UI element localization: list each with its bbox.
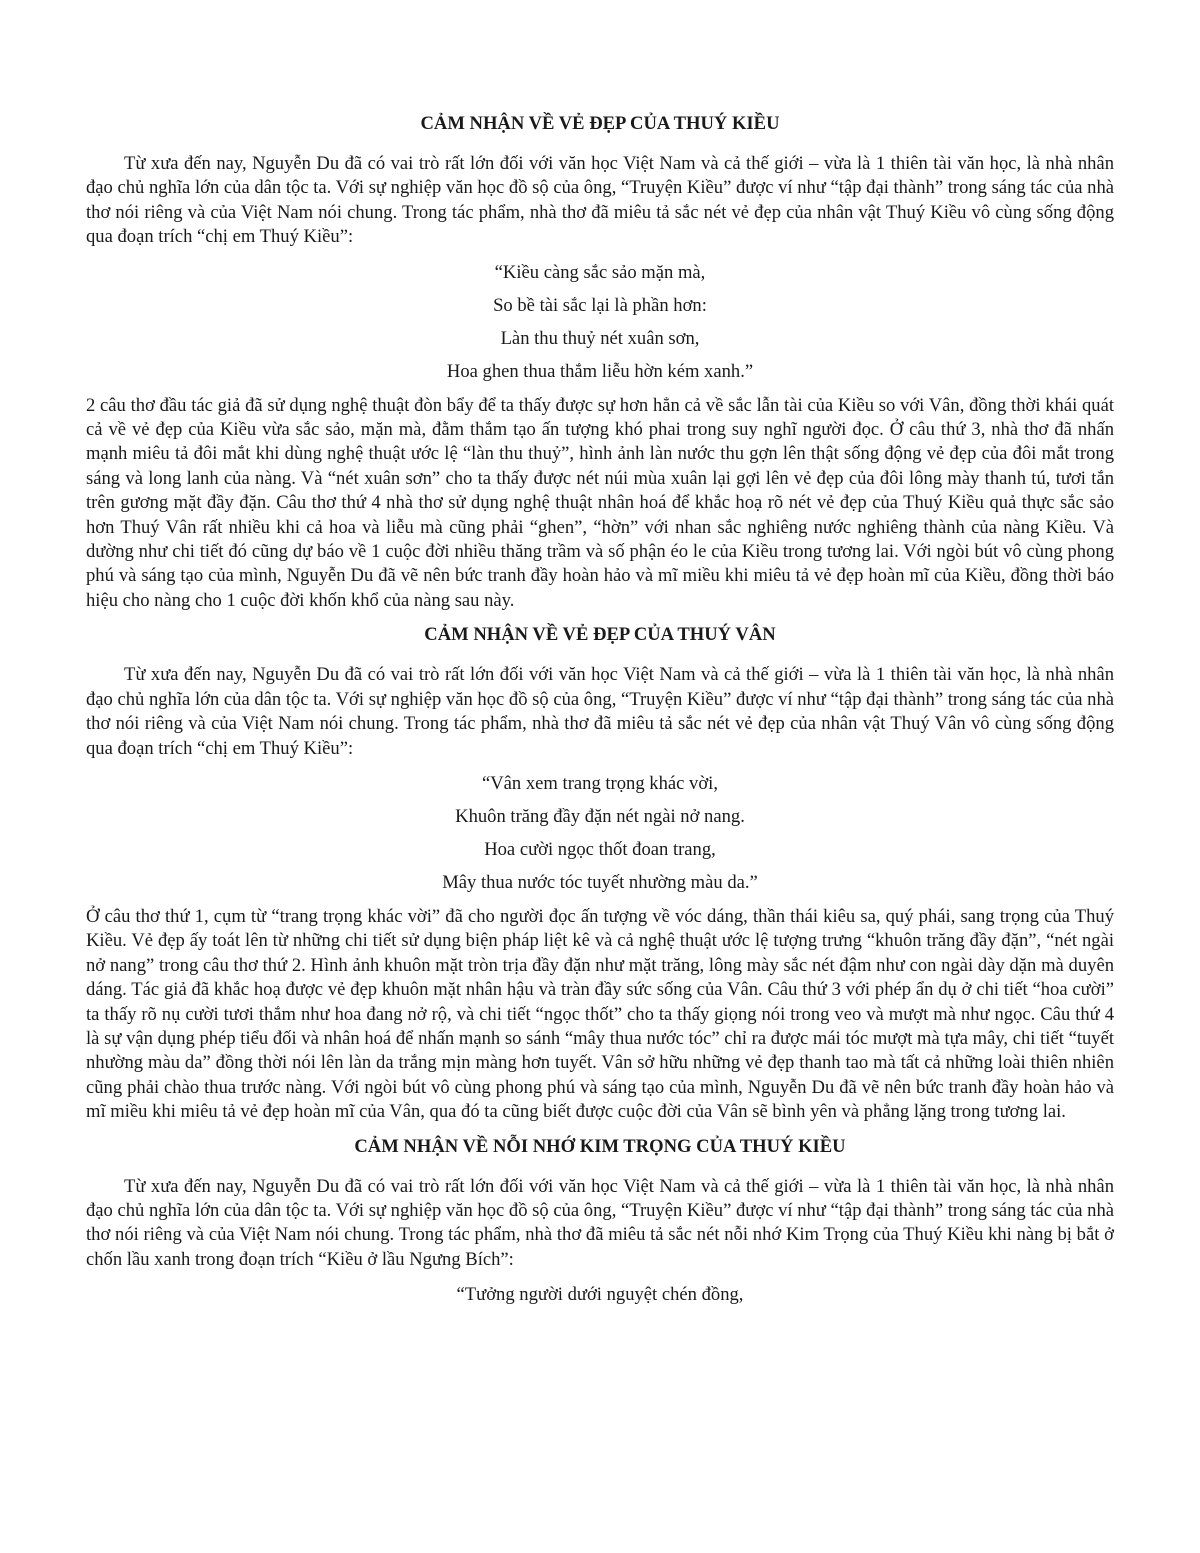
- verse-line: Hoa ghen thua thắm liễu hờn kém xanh.”: [446, 360, 754, 382]
- verse-line: Mây thua nước tóc tuyết nhường màu da.”: [442, 871, 758, 893]
- verse-line: Khuôn trăng đầy đặn nét ngài nở nang.: [455, 805, 745, 827]
- intro-paragraph-kieu: Từ xưa đến nay, Nguyễn Du đã có vai trò rất lớn đối với văn học Việt Nam và cả thế giới – vừa là 1 thiên tài văn học, là nhà nhân đạo chủ nghĩa lớn của dân tộc ta. Với sự nghiệp văn học đồ sộ của ông, “Truyện Kiều” được ví như “tập đại thành” trong sáng tác của nhà thơ nói riêng và của Việt Nam nói chung. Trong tác phẩm, nhà thơ đã miêu tả sắc nét vẻ đẹp của nhân vật Thuý Kiều vô cùng sống động qua đoạn trích “chị em Thuý Kiều”:: [86, 153, 1114, 248]
- intro-paragraph-van: Từ xưa đến nay, Nguyễn Du đã có vai trò rất lớn đối với văn học Việt Nam và cả thế giới – vừa là 1 thiên tài văn học, là nhà nhân đạo chủ nghĩa lớn của dân tộc ta. Với sự nghiệp văn học đồ sộ của ông, “Truyện Kiều” được ví như “tập đại thành” trong sáng tác của nhà thơ nói riêng và của Việt Nam nói chung. Trong tác phẩm, nhà thơ đã miêu tả sắc nét vẻ đẹp của nhân vật Thuý Vân vô cùng sống động qua đoạn trích “chị em Thuý Kiều”:: [86, 664, 1114, 759]
- section-heading-kieu: CẢM NHẬN VỀ VẺ ĐẸP CỦA THUÝ KIỀU: [420, 113, 780, 134]
- verse-line: Hoa cười ngọc thốt đoan trang,: [484, 838, 716, 860]
- verse-line: “Vân xem trang trọng khác vời,: [482, 772, 718, 794]
- analysis-paragraph-van: Ở câu thơ thứ 1, cụm từ “trang trọng khác vời” đã cho người đọc ấn tượng về vóc dáng, thần thái kiêu sa, quý phái, sang trọng của Thuý Kiều. Vẻ đẹp ấy toát lên từ những chi tiết sử dụng biện pháp liệt kê và cả nghệ thuật ước lệ tượng trưng “khuôn trăng đầy đặn”, “nét ngài nở nang” trong câu thơ thứ 2. Hình ảnh khuôn mặt tròn trịa đầy đặn như mặt trăng, lông mày sắc nét đậm như con ngài dày dặn mà duyên dáng. Tác giả đã khắc hoạ được vẻ đẹp khuôn mặt nhân hậu và tràn đầy sức sống của Vân. Câu thứ 3 với phép ẩn dụ ở chi tiết “hoa cười” ta thấy rõ nụ cười tươi thắm như hoa đang nở rộ, và chi tiết “ngọc thốt” cho ta thấy giọng nói trong veo và mượt mà như ngọc. Câu thứ 4 là sự vận dụng phép tiểu đối và nhân hoá để nhấn mạnh so sánh “mây thua nước tóc” chỉ ra được mái tóc mượt mà tựa mây, chi tiết “tuyết nhường màu da” đồng thời nói lên làn da trắng mịn màng hơn tuyết. Vân sở hữu những vẻ đẹp thanh tao mà tất cả những loài thiên nhiên cũng phải chào thua trước nàng. Với ngòi bút vô cùng phong phú và sáng tạo của mình, Nguyễn Du đã vẽ nên bức tranh đầy hoàn hảo và mĩ miều khi miêu tả vẻ đẹp hoàn mĩ của Vân, qua đó ta cũng biết được cuộc đời của Vân sẽ bình yên và phẳng lặng trong tương lai.: [86, 905, 1114, 1123]
- analysis-paragraph-kieu: 2 câu thơ đầu tác giả đã sử dụng nghệ thuật đòn bẩy để ta thấy được sự hơn hẳn cả về sắc lẫn tài của Kiều so với Vân, đồng thời khái quát cả về vẻ đẹp của Kiều vừa sắc sảo, mặn mà, đằm thắm tạo ấn tượng khó phai trong suy nghĩ người đọc. Ở câu thứ 3, nhà thơ đã nhấn mạnh miêu tả đôi mắt khi dùng nghệ thuật ước lệ “làn thu thuỷ”, hình ảnh làn nước thu gợn lên thật sống động vẻ đẹp của đôi mắt trong sáng và long lanh của nàng. Và “nét xuân sơn” cho ta thấy được nét núi mùa xuân lại gợi lên vẻ đẹp của đôi lông mày thanh tú, tươi tắn trên gương mặt đầy đặn. Câu thơ thứ 4 nhà thơ sử dụng nghệ thuật nhân hoá để khắc hoạ rõ nét vẻ đẹp của Thuý Kiều quả thực sắc sảo hơn Thuý Vân rất nhiều khi cả hoa và liễu mà cũng phải “ghen”, “hờn” với nhan sắc nghiêng nước nghiêng thành của nàng Kiều. Và dường như chi tiết đó cũng dự báo về 1 cuộc đời nhiều thăng trầm và số phận éo le của Kiều trong tương lai. Với ngòi bút vô cùng phong phú và sáng tạo của mình, Nguyễn Du đã vẽ nên bức tranh đầy hoàn hảo và mĩ miều khi miêu tả vẻ đẹp hoàn mĩ của Kiều, đồng thời báo hiệu cho nàng cho 1 cuộc đời khốn khổ của nàng sau này.: [86, 394, 1114, 611]
- document-page: [86, 112, 1114, 1311]
- section-heading-van: CẢM NHẬN VỀ VẺ ĐẸP CỦA THUÝ VÂN: [424, 624, 776, 646]
- section-heading-kim-trong: CẢM NHẬN VỀ NỖI NHỚ KIM TRỌNG CỦA THUÝ KIỀU: [354, 1135, 846, 1157]
- verse-line: “Kiều càng sắc sảo mặn mà,: [494, 261, 706, 283]
- intro-paragraph-kim-trong: Từ xưa đến nay, Nguyễn Du đã có vai trò rất lớn đối với văn học Việt Nam và cả thế giới – vừa là 1 thiên tài văn học, là nhà nhân đạo chủ nghĩa lớn của dân tộc ta. Với sự nghiệp văn học đồ sộ của ông, “Truyện Kiều” được ví như “tập đại thành” trong sáng tác của nhà thơ nói riêng và của Việt Nam nói chung. Trong tác phẩm, nhà thơ đã miêu tả sắc nét nỗi nhớ Kim Trọng của Thuý Kiều khi nàng bị bắt ở chốn lầu xanh trong đoạn trích “Kiều ở lầu Ngưng Bích”:: [86, 1175, 1114, 1270]
- verse-line: “Tưởng người dưới nguyệt chén đồng,: [456, 1284, 744, 1306]
- verse-line: So bề tài sắc lại là phần hơn:: [493, 294, 707, 316]
- verse-line: Làn thu thuỷ nét xuân sơn,: [500, 327, 700, 349]
